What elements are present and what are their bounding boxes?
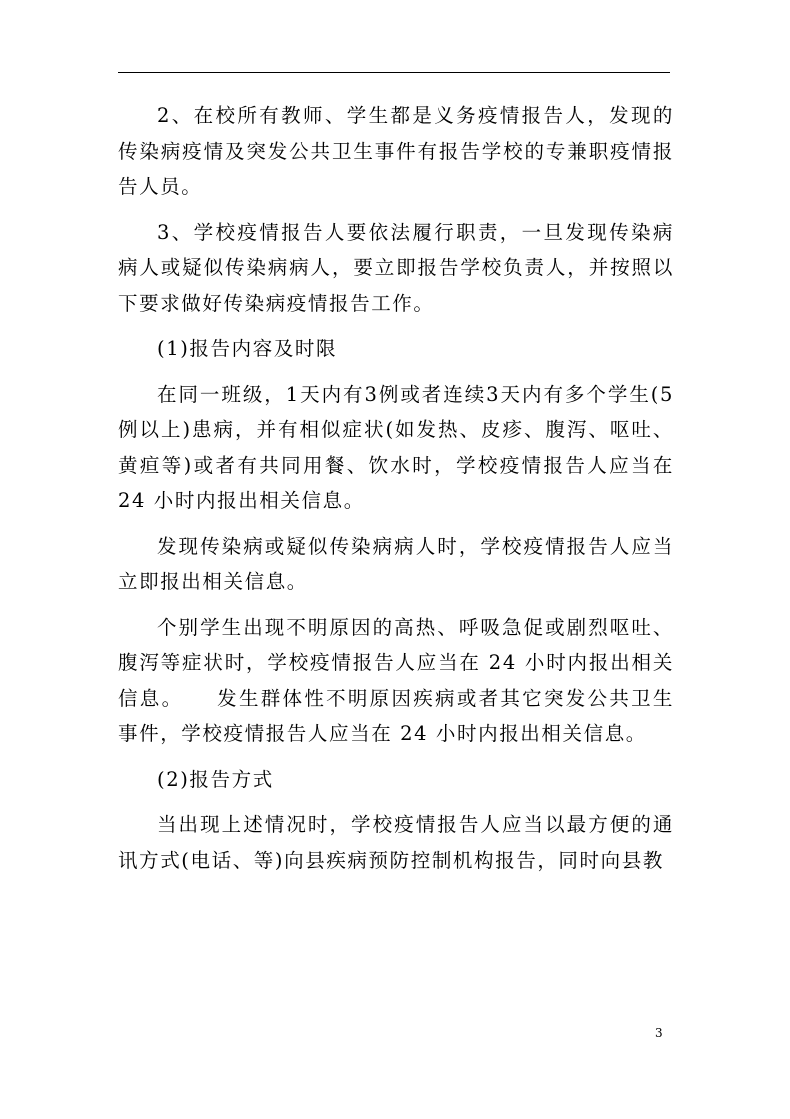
paragraph-report-channel: 当出现上述情况时，学校疫情报告人应当以最方便的通讯方式(电话、等)向县疾病预防控制机构报告，同时向县教 xyxy=(118,813,674,872)
header-rule xyxy=(118,72,670,73)
paragraph-class-outbreak: 在同一班级，1天内有3例或者连续3天内有多个学生(5例以上)患病，并有相似症状(如发热、皮疹、腹泻、呕吐、黄疸等)或者有共同用餐、饮水时，学校疫情报告人应当在 24 小时内报出相关信息。 xyxy=(118,382,674,512)
paragraph-unknown-cause: 个别学生出现不明原因的高热、呼吸急促或剧烈呕吐、腹泻等症状时，学校疫情报告人应当在 24 小时内报出相关信息。 发生群体性不明原因疾病或者其它突发公共卫生事件，学校疫情报告人应当在 24 小时内报出相关信息。 xyxy=(118,615,674,745)
document-body xyxy=(118,98,674,888)
section-heading-report-content: (1)报告内容及时限 xyxy=(157,337,338,360)
page-number: 3 xyxy=(655,1026,663,1040)
section-heading-report-method: (2)报告方式 xyxy=(157,767,274,791)
paragraph-suspected-case: 发现传染病或疑似传染病病人时，学校疫情报告人应当立即报出相关信息。 xyxy=(118,534,674,593)
paragraph-item-3: 3、学校疫情报告人要依法履行职责，一旦发现传染病病人或疑似传染病病人，要立即报告学校负责人，并按照以下要求做好传染病疫情报告工作。 xyxy=(118,220,674,315)
paragraph-item-2: 2、在校所有教师、学生都是义务疫情报告人，发现的传染病疫情及突发公共卫生事件有报告学校的专兼职疫情报告人员。 xyxy=(118,104,674,198)
